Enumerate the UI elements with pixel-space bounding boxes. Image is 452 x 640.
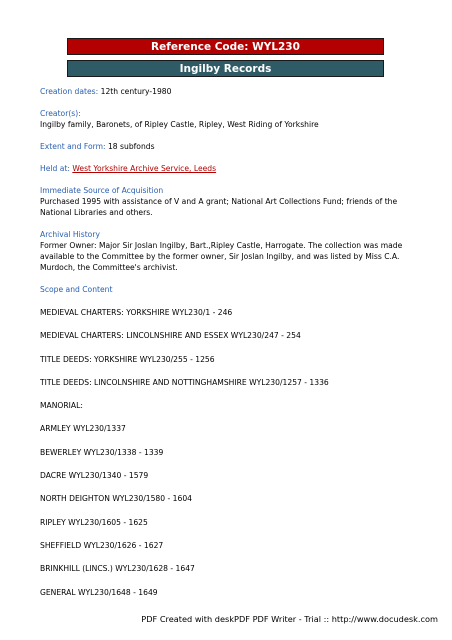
archival-history [40,229,420,273]
list-item: BEWERLEY WYL230/1338 - 1339 [40,447,164,457]
creators [40,108,420,130]
record-content [40,86,420,610]
archival-history-value: Former Owner: Major Sir Joslan Ingilby, Bart.,Ripley Castle, Harrogate. The collection was made available to the Committee by the former owner, Sir Joslan Ingilby, and was listed by Miss C.A. Murdoch, the Committee's archivist. [40,241,403,272]
list-item: RIPLEY WYL230/1605 - 1625 [40,517,148,527]
held-at-label: Held at: [40,164,70,173]
list-item: SHEFFIELD WYL230/1626 - 1627 [40,540,164,550]
scope-and-content [40,284,420,295]
extent-and-form [40,141,420,152]
list-item: BRINKHILL (LINCS.) WYL230/1628 - 1647 [40,564,195,574]
immediate-source-of-acquisition [40,185,420,218]
held-at-link[interactable]: West Yorkshire Archive Service, Leeds [72,164,217,173]
scope-label: Scope and Content [40,285,113,294]
list-item: MEDIEVAL CHARTERS: LINCOLNSHIRE AND ESSEX WYL230/247 - 254 [40,331,301,341]
creators-value: Ingilby family, Baronets, of Ripley Castle, Ripley, West Riding of Yorkshire [40,120,319,129]
list-item: MEDIEVAL CHARTERS: YORKSHIRE WYL230/1 - 246 [40,308,233,317]
archival-history-label: Archival History [40,230,100,239]
scope-list [40,307,420,598]
pdf-footer-watermark: PDF Created with deskPDF PDF Writer - Trial :: http://www.docudesk.com [141,614,438,624]
creation-dates [40,86,420,97]
creators-label: Creator(s): [40,109,81,118]
acquisition-value: Purchased 1995 with assistance of V and A grant; National Art Collections Fund; friends of the National Libraries and others. [40,197,398,217]
list-item: MANORIAL: [40,401,83,411]
list-item: GENERAL WYL230/1648 - 1649 [40,587,158,597]
reference-code-banner: Reference Code: WYL230 [67,38,384,55]
list-item: ARMLEY WYL230/1337 [40,424,126,434]
list-item: TITLE DEEDS: YORKSHIRE WYL230/255 - 1256 [40,354,215,364]
creation-dates-label: Creation dates: [40,87,99,96]
creation-dates-value: 12th century-1980 [100,87,172,96]
held-at [40,163,420,174]
list-item: NORTH DEIGHTON WYL230/1580 - 1604 [40,494,192,504]
list-item: TITLE DEEDS: LINCOLNSHIRE AND NOTTINGHAMSHIRE WYL230/1257 - 1336 [40,377,329,387]
extent-value: 18 subfonds [107,142,155,151]
collection-title-banner: Ingilby Records [67,60,384,77]
list-item: DACRE WYL230/1340 - 1579 [40,471,149,481]
acquisition-label: Immediate Source of Acquisition [40,186,164,195]
extent-label: Extent and Form: [40,142,106,151]
